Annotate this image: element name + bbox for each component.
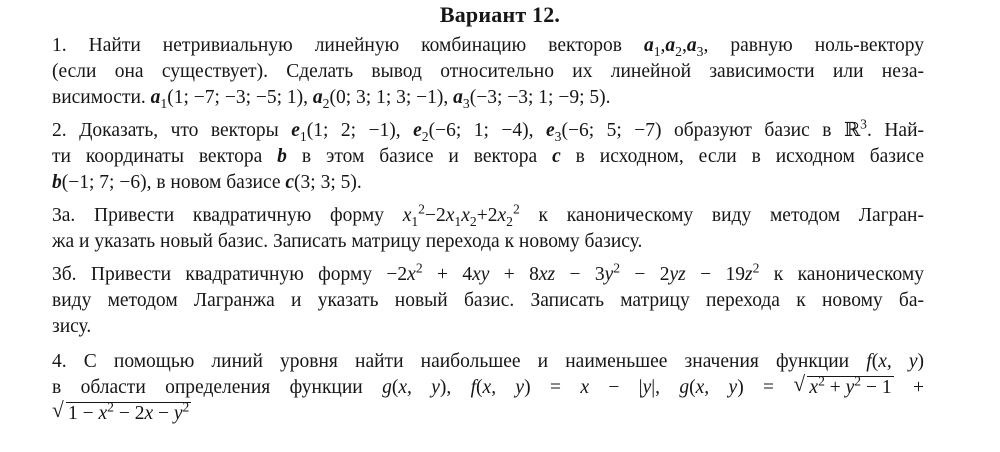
- task-2-line-3: b(−1; 7; −6), в новом базисе c(3; 3; 5).: [52, 172, 362, 193]
- task-3b-line-1: 3б. Привести квадратичную форму $-2x^2 + 4xy + 8xz - 3y^2 - 2yz - 19z^2$ к каноническому: [52, 260, 925, 285]
- task-2: [52, 118, 924, 196]
- task-2-line-1: 2. Доказать, что векторы $e_1(1$; 2; −1), $e_2(-6$; 1; −4), $e_3(-6$; 5; −7) образуют базис в ℝ$^3$. Най-: [52, 116, 925, 144]
- task-4: [52, 349, 924, 427]
- task-4-line-2: в области определения функции g(x, y), f(x, y) = x − |y|, g(x, y) = √ $x^2 + y^2 - 1$ +: [52, 372, 924, 398]
- task-3b-line-2: виду методом Лагранжа и указать новый базис. Записать матрицу перехода к новому ба-: [52, 290, 924, 311]
- task-1-line-3: висимости. $a_1(1$; −7; −3; −5; 1), $a_2(0$; 3; 1; 3; −1), $a_3(-3$; −3; 1; −9; 5).: [52, 87, 611, 111]
- task-2-line-2: ти координаты вектора b в этом базисе и вектора c в исходном, если в исходном базисе: [52, 146, 924, 167]
- task-3b-line-3: зису.: [52, 316, 92, 337]
- variant-title: Вариант 12.: [439, 2, 561, 27]
- task-4-line-1: 4. С помощью линий уровня найти наибольшее и наименьшее значения функции f(x, y): [52, 351, 925, 372]
- task-4-line-3: √ $1 - x^2 - 2x - y^2$: [52, 398, 190, 424]
- task-3a: [52, 203, 924, 255]
- task-1: [52, 33, 924, 111]
- task-1-line-2: (если она существует). Сделать вывод относительно их линейной зависимости или неза-: [52, 61, 924, 82]
- task-3b: [52, 262, 924, 340]
- task-3a-line-1: 3а. Привести квадратичную форму $x_1^2-2x_1x_2+2x_2^2$ к каноническому виду методом Лагран-: [52, 201, 924, 229]
- task-3a-line-2: жа и указать новый базис. Записать матрицу перехода к новому базису.: [52, 231, 643, 252]
- task-1-line-1: 1. Найти нетривиальную линейную комбинацию векторов $a_1,a_2,a_3$, равную ноль-вектору: [52, 35, 924, 59]
